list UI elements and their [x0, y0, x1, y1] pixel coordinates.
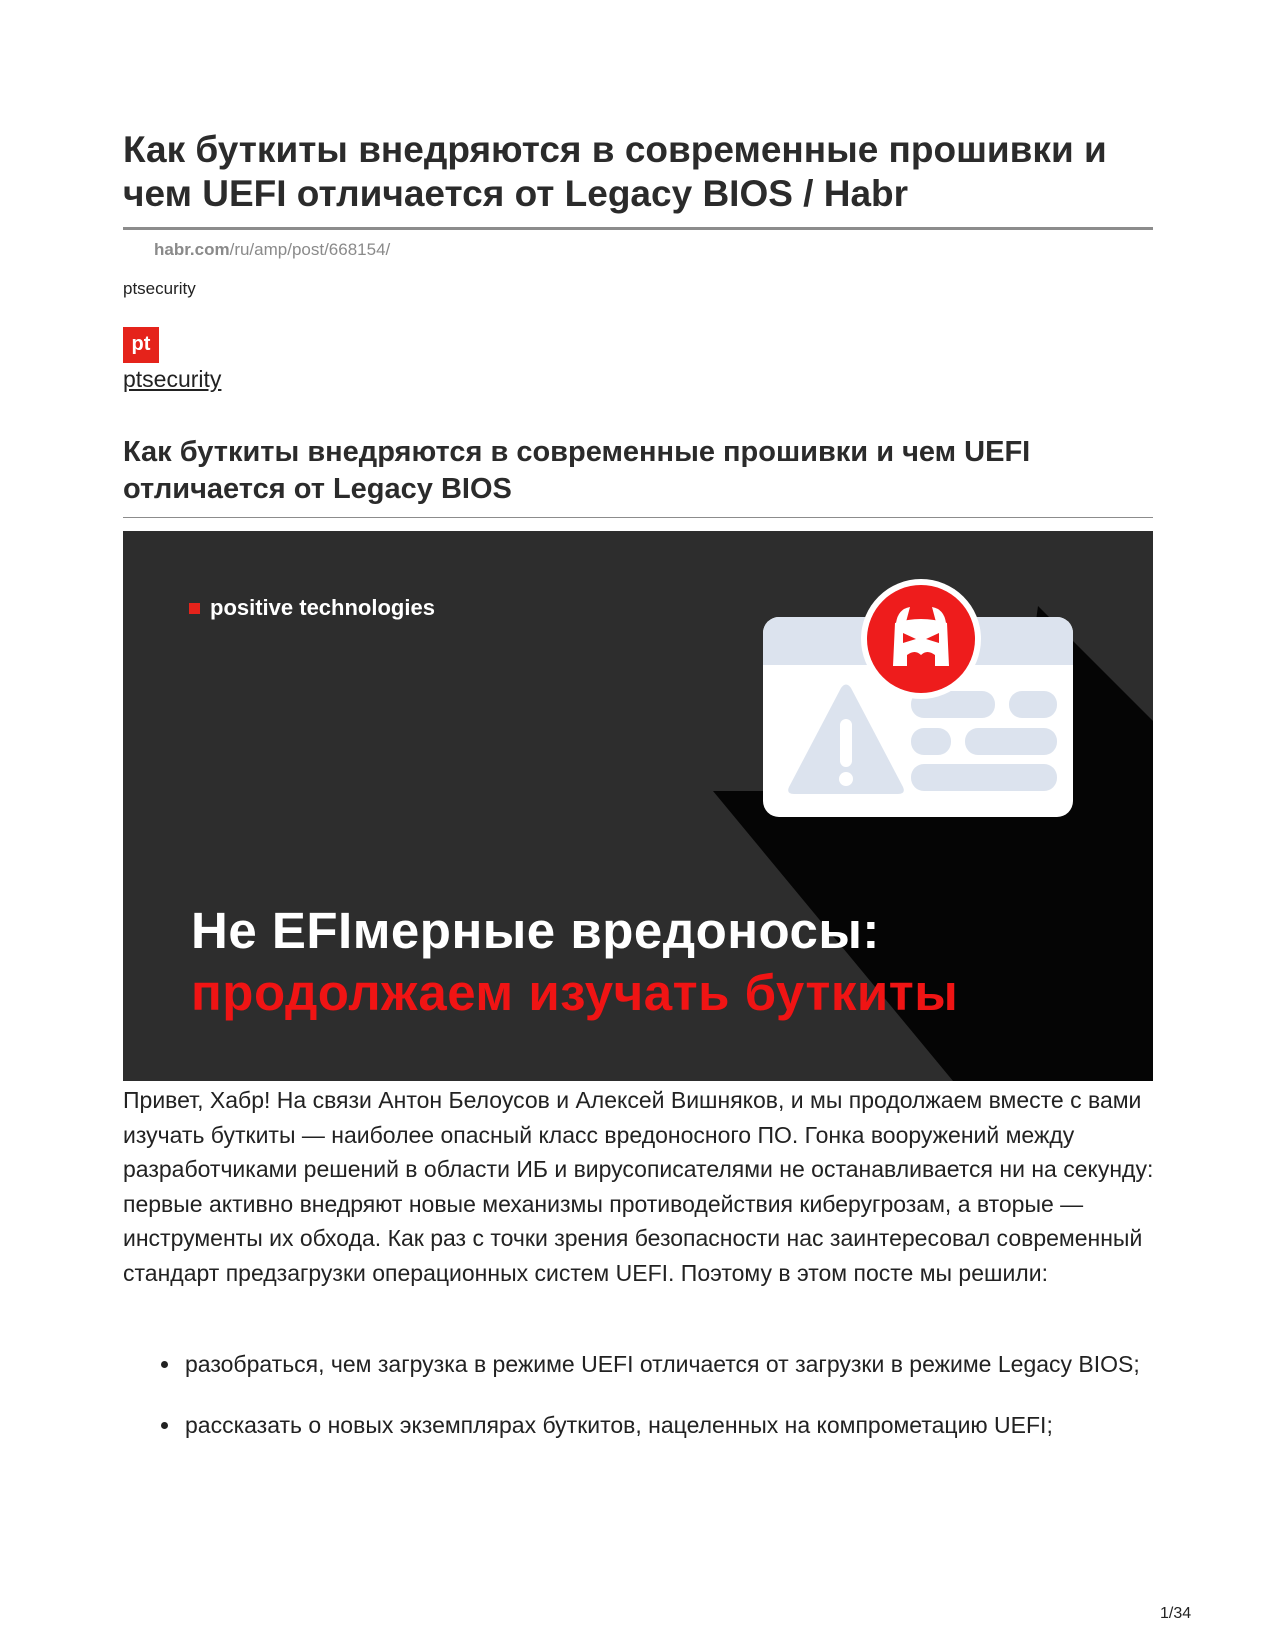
list-item: разобраться, чем загрузка в режиме UEFI отличается от загрузки в режиме Legacy BIOS;	[185, 1347, 1153, 1382]
banner-headline-white: Не EFIмерные вредоносы:	[191, 902, 880, 959]
article-cover-banner	[123, 531, 1153, 1081]
brand-square-icon	[189, 603, 200, 614]
banner-headline-red: продолжаем изучать буткиты	[191, 964, 959, 1021]
positive-technologies-brand	[189, 595, 435, 621]
page-number: 1/34	[1160, 1605, 1192, 1622]
ptsecurity-logo[interactable]: pt	[123, 327, 159, 363]
goals-list	[123, 1347, 1153, 1468]
source-url-link[interactable]	[154, 240, 390, 260]
author-profile-link[interactable]: ptsecurity	[123, 366, 222, 392]
article-title: Как буткиты внедряются в современные прошивки и чем UEFI отличается от Legacy BIOS	[123, 436, 1031, 505]
page-title: Как буткиты внедряются в современные прошивки и чем UEFI отличается от Legacy BIOS / Habr	[123, 129, 1107, 214]
list-item: рассказать о новых экземплярах буткитов, нацеленных на компрометацию UEFI;	[185, 1408, 1153, 1443]
article-title-divider	[123, 517, 1153, 518]
horned-monster-icon	[861, 579, 981, 699]
author-name: ptsecurity	[123, 279, 196, 298]
intro-paragraph: Привет, Хабр! На связи Антон Белоусов и Алексей Вишняков, и мы продолжаем вместе с вами изучать буткиты — наиболее опасный класс вредоносного ПО. Гонка вооружений между разработчиками решений в области ИБ и вирусописателями не останавливается ни на секунду: первые активно внедряют новые механизмы противодействия киберугрозам, а вторые — инструменты их обхода. Как раз с точки зрения безопасности нас заинтересовал современный стандарт предзагрузки операционных систем UEFI. Поэтому в этом посте мы решили:	[123, 1087, 1154, 1286]
source-url-host: habr.com	[154, 240, 230, 259]
brand-name: positive technologies	[210, 595, 435, 620]
title-divider	[123, 227, 1153, 230]
source-url-path: /ru/amp/post/668154/	[229, 240, 391, 259]
